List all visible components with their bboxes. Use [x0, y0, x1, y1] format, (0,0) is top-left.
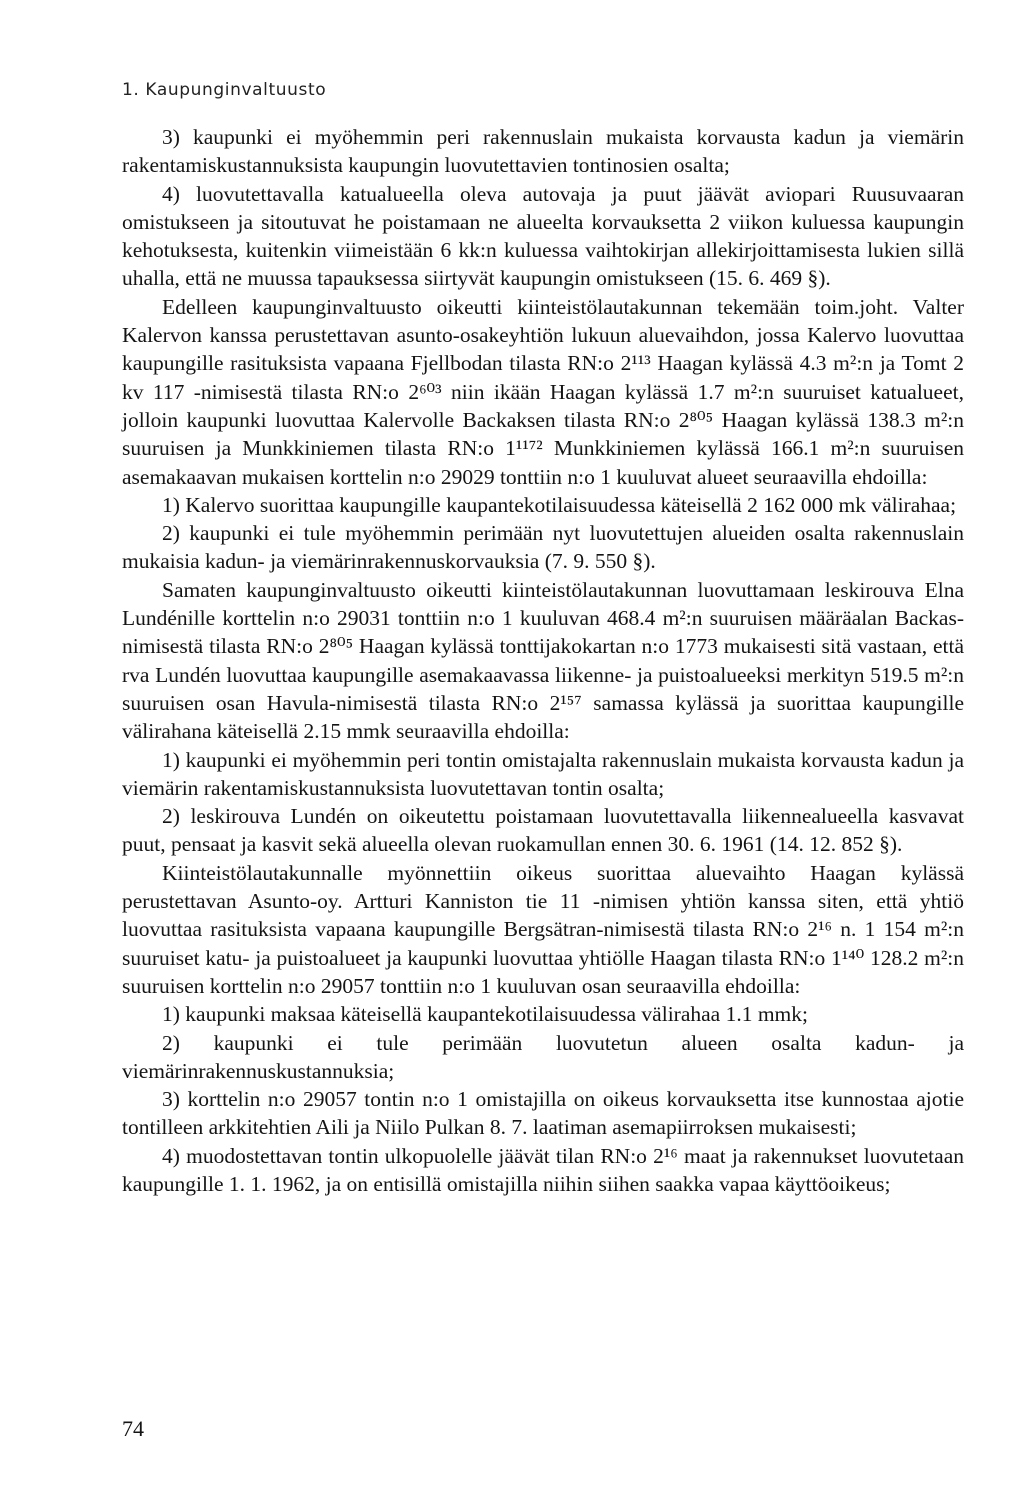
running-head: 1. Kaupunginvaltuusto: [122, 80, 327, 100]
paragraph: Edelleen kaupunginvaltuusto oikeutti kiinteistölautakunnan tekemään toim.joht. Valter Kalervon kanssa perustettavan asunto-osakeyhtiön lukuun aluevaihdon, jossa Kalervo luovuttaa kaupungille rasituksista vapaana Fjellbodan tilasta RN:o 2¹¹³ Haagan kylässä 4.3 m²:n ja Tomt 2 kv 117 -nimisestä tilasta RN:o 2⁶⁰³ niin ikään Haagan kylässä 1.7 m²:n suuruiset katualueet, jolloin kaupunki luovuttaa Kalervolle Backaksen tilasta RN:o 2⁸⁰⁵ Haagan kylässä 138.3 m²:n suuruisen ja Munkkiniemen tilasta RN:o 1¹¹⁷² Munkkiniemen kylässä 166.1 m²:n suuruisen asemakaavan mukaisen korttelin n:o 29029 tonttiin n:o 1 kuuluvat alueet seuraavilla ehdoilla:: [122, 294, 964, 489]
paragraph: 1) kaupunki maksaa käteisellä kaupantekotilaisuudessa välirahaa 1.1 mmk;: [162, 1002, 808, 1027]
paragraph: 1) Kalervo suorittaa kaupungille kaupantekotilaisuudessa käteisellä 2 162 000 mk välirahaa;: [162, 492, 957, 517]
page-number: 74: [122, 1416, 144, 1441]
document-page: [122, 0, 964, 1502]
paragraph: 2) kaupunki ei tule myöhemmin perimään nyt luovutettujen alueiden osalta rakennuslain mukaisia kadun- ja viemärinrakennuskorvauksia (7. 9. 550 §).: [122, 521, 964, 574]
paragraph: 3) kaupunki ei myöhemmin peri rakennuslain mukaista korvausta kadun ja viemärin rakentamiskustannuksista kaupungin luovutettavien tontinosien osalta;: [122, 125, 964, 178]
paragraph: 4) muodostettavan tontin ulkopuolelle jäävät tilan RN:o 2¹⁶ maat ja rakennukset luovutetaan kaupungille 1. 1. 1962, ja on entisillä omistajilla niihin siihen saakka vapaa käyttöoikeus;: [122, 1143, 964, 1196]
paragraph: 4) luovutettavalla katualueella oleva autovaja ja puut jäävät aviopari Ruusuvaaran omistukseen ja sitoutuvat he poistamaan ne alueelta korvauksetta 2 viikon kuluessa kaupungin kehotuksesta, kuitenkin viimeistään 6 kk:n kuluessa vaihtokirjan allekirjoittamisesta lukien sillä uhalla, että ne muussa tapauksessa siirtyvät kaupungin omistukseen (15. 6. 469 §).: [122, 181, 964, 291]
paragraph: 2) leskirouva Lundén on oikeutettu poistamaan luovutettavalla liikennealueella kasvavat puut, pensaat ja kasvit sekä alueella olevan ruokamullan ennen 30. 6. 1961 (14. 12. 852 §).: [122, 804, 964, 857]
paragraph: 2) kaupunki ei tule perimään luovutetun alueen osalta kadun- ja viemärinrakennuskustannuksia;: [122, 1030, 964, 1083]
paragraph: 1) kaupunki ei myöhemmin peri tontin omistajalta rakennuslain mukaista korvausta kadun ja viemärin rakentamiskustannuksista luovutettavan tontin osalta;: [122, 747, 964, 800]
paragraph: Kiinteistölautakunnalle myönnettiin oikeus suorittaa aluevaihto Haagan kylässä perustettavan Asunto-oy. Artturi Kanniston tie 11 -nimisen yhtiön kanssa siten, että yhtiö luovuttaa rasituksista vapaana kaupungille Bergsätran-nimisestä tilasta RN:o 2¹⁶ n. 1 154 m²:n suuruiset katu- ja puistoalueet ja kaupunki luovuttaa yhtiölle Haagan tilasta RN:o 1¹⁴⁰ 128.2 m²:n suuruisen korttelin n:o 29057 tonttiin n:o 1 kuuluvan osan seuraavilla ehdoilla:: [122, 860, 964, 998]
paragraph: Samaten kaupunginvaltuusto oikeutti kiinteistölautakunnan luovuttamaan leskirouva Elna Lundénille korttelin n:o 29031 tonttiin n:o 1 kuuluvan 468.4 m²:n suuruisen määräalan Backas-nimisestä tilasta RN:o 2⁸⁰⁵ Haagan kylässä tonttijakokartan n:o 1773 mukaisesti sitä vastaan, että rva Lundén luovuttaa kaupungille asemakaavassa liikenne- ja puistoalueeksi merkityn 519.5 m²:n suuruisen osan Havula-nimisestä tilasta RN:o 2¹⁵⁷ samassa kylässä ja suorittaa kaupungille välirahana käteisellä 2.15 mmk seuraavilla ehdoilla:: [122, 577, 964, 744]
body-text: [122, 123, 964, 1198]
paragraph: 3) korttelin n:o 29057 tontin n:o 1 omistajilla on oikeus korvauksetta itse kunnostaa ajotie tontilleen arkkitehtien Aili ja Niilo Pulkan 8. 7. laatiman asemapiirroksen mukaisesti;: [122, 1087, 964, 1140]
